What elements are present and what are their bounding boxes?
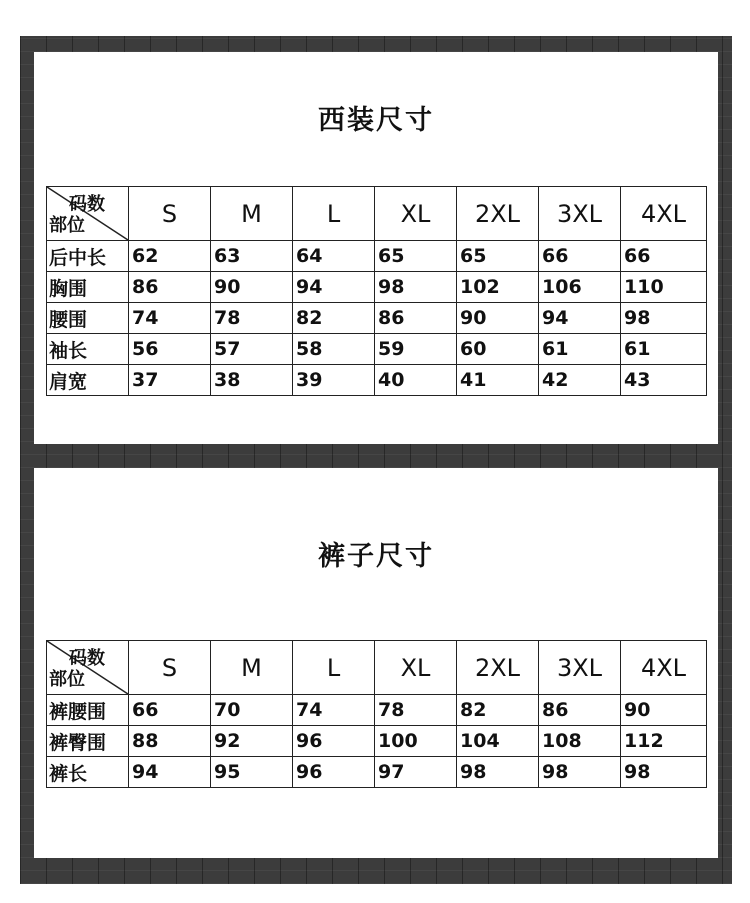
table-cell: 62	[129, 241, 211, 272]
table-cell: 56	[129, 334, 211, 365]
table-cell: 92	[211, 726, 293, 757]
corner-size-label: 码数	[69, 194, 105, 215]
table-cell: 96	[293, 726, 375, 757]
corner-part-label: 部位	[49, 669, 85, 690]
table-cell: 97	[375, 757, 457, 788]
table-cell: 94	[129, 757, 211, 788]
size-header: L	[293, 187, 375, 241]
size-header: M	[211, 641, 293, 695]
table-header-row	[47, 187, 707, 241]
table-cell: 90	[621, 695, 707, 726]
size-header: 2XL	[457, 641, 539, 695]
table-cell: 39	[293, 365, 375, 396]
table-cell: 59	[375, 334, 457, 365]
table-cell: 43	[621, 365, 707, 396]
corner-part-label: 部位	[49, 215, 85, 236]
size-header: L	[293, 641, 375, 695]
table-cell: 110	[621, 272, 707, 303]
table-cell: 60	[457, 334, 539, 365]
table-cell: 40	[375, 365, 457, 396]
table-row	[47, 726, 707, 757]
table-cell: 88	[129, 726, 211, 757]
table-cell: 96	[293, 757, 375, 788]
row-label: 裤臀围	[47, 726, 129, 757]
suit-size-panel	[34, 52, 718, 444]
table-cell: 95	[211, 757, 293, 788]
pants-size-table	[46, 640, 707, 788]
table-row	[47, 365, 707, 396]
table-row	[47, 757, 707, 788]
table-cell: 86	[539, 695, 621, 726]
size-header: 2XL	[457, 187, 539, 241]
size-header: M	[211, 187, 293, 241]
table-row	[47, 241, 707, 272]
table-cell: 98	[621, 757, 707, 788]
table-cell: 98	[621, 303, 707, 334]
size-header: S	[129, 641, 211, 695]
table-cell: 58	[293, 334, 375, 365]
table-cell: 74	[129, 303, 211, 334]
table-cell: 57	[211, 334, 293, 365]
table-cell: 94	[293, 272, 375, 303]
table-row	[47, 334, 707, 365]
row-label: 后中长	[47, 241, 129, 272]
size-header: 3XL	[539, 187, 621, 241]
table-cell: 98	[539, 757, 621, 788]
size-header: 4XL	[621, 641, 707, 695]
table-cell: 112	[621, 726, 707, 757]
table-cell: 90	[457, 303, 539, 334]
corner-size-label: 码数	[69, 648, 105, 669]
table-cell: 66	[539, 241, 621, 272]
table-row	[47, 272, 707, 303]
size-header: XL	[375, 187, 457, 241]
table-cell: 65	[375, 241, 457, 272]
table-cell: 38	[211, 365, 293, 396]
size-header: XL	[375, 641, 457, 695]
row-label: 胸围	[47, 272, 129, 303]
row-label: 裤腰围	[47, 695, 129, 726]
table-cell: 102	[457, 272, 539, 303]
table-cell: 61	[539, 334, 621, 365]
row-label: 肩宽	[47, 365, 129, 396]
table-cell: 82	[457, 695, 539, 726]
suit-size-title: 西装尺寸	[318, 105, 434, 136]
pants-size-panel	[34, 468, 718, 858]
table-cell: 108	[539, 726, 621, 757]
corner-cell	[47, 187, 129, 241]
corner-cell	[47, 641, 129, 695]
table-cell: 82	[293, 303, 375, 334]
table-header-row	[47, 641, 707, 695]
table-cell: 86	[129, 272, 211, 303]
table-cell: 106	[539, 272, 621, 303]
table-cell: 37	[129, 365, 211, 396]
table-cell: 42	[539, 365, 621, 396]
table-cell: 74	[293, 695, 375, 726]
table-cell: 64	[293, 241, 375, 272]
table-cell: 41	[457, 365, 539, 396]
table-cell: 65	[457, 241, 539, 272]
size-header: 4XL	[621, 187, 707, 241]
table-cell: 100	[375, 726, 457, 757]
table-cell: 63	[211, 241, 293, 272]
table-cell: 78	[375, 695, 457, 726]
table-cell: 66	[129, 695, 211, 726]
table-cell: 94	[539, 303, 621, 334]
table-cell: 61	[621, 334, 707, 365]
table-cell: 98	[457, 757, 539, 788]
table-cell: 66	[621, 241, 707, 272]
table-cell: 104	[457, 726, 539, 757]
table-cell: 78	[211, 303, 293, 334]
size-header: 3XL	[539, 641, 621, 695]
size-header: S	[129, 187, 211, 241]
table-cell: 90	[211, 272, 293, 303]
row-label: 腰围	[47, 303, 129, 334]
table-cell: 98	[375, 272, 457, 303]
table-cell: 70	[211, 695, 293, 726]
suit-size-table	[46, 186, 707, 396]
pants-size-title: 裤子尺寸	[318, 541, 434, 572]
table-row	[47, 695, 707, 726]
table-cell: 86	[375, 303, 457, 334]
row-label: 裤长	[47, 757, 129, 788]
table-row	[47, 303, 707, 334]
row-label: 袖长	[47, 334, 129, 365]
